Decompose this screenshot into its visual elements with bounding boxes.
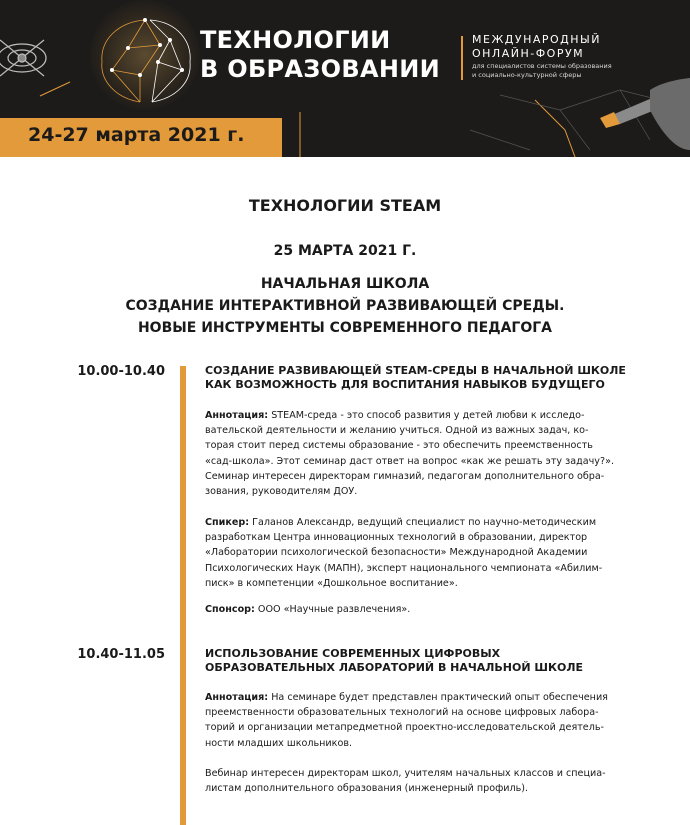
right-network (470, 90, 680, 150)
forum-title-line1: ТЕХНОЛОГИИ (200, 26, 391, 54)
annotation-line: вательской деятельности и желанию учиться. Одной из важных задач, ко- (205, 425, 589, 437)
session-annotation (205, 408, 675, 499)
program-date: 25 МАРТА 2021 Г. (273, 243, 417, 259)
annotation-line: торая стоит перед системы образование - это обеспечить преемственность (205, 440, 593, 452)
annotation-line: преемственности образовательных технологий на основе цифровых лабора- (205, 707, 599, 719)
forum-title-line2: В ОБРАЗОВАНИИ (200, 55, 440, 83)
title-divider (461, 36, 463, 80)
section-title-line1: НАЧАЛЬНАЯ ШКОЛА (260, 276, 430, 292)
sponsor-label: Спонсор: (205, 604, 255, 615)
timeline-bar (180, 366, 186, 825)
speaker-line: Галанов Александр, ведущий специалист по научно-методическим (249, 517, 597, 528)
brain-network-icon (102, 20, 160, 102)
section-title (0, 273, 690, 339)
annotation-line: торий и организации метапредметной проектно-исследовательской деятель- (205, 722, 604, 734)
session-time: 10.00-10.40 (77, 364, 165, 379)
program-title: ТЕХНОЛОГИИ STEAM (248, 196, 442, 215)
session-title-line1: СОЗДАНИЕ РАЗВИВАЮЩЕЙ STEAM-СРЕДЫ В НАЧАЛЬНОЙ ШКОЛЕ (205, 364, 626, 377)
session-time: 10.40-11.05 (77, 647, 165, 662)
date-bar (0, 118, 282, 157)
session-annotation (205, 690, 675, 751)
subtitle-line2: ОНЛАЙН-ФОРУМ (472, 47, 585, 60)
event-banner (0, 0, 690, 157)
annotation-line: STEAM-среда - это способ развития у детей любви к исследо- (268, 410, 585, 421)
forum-title (200, 26, 440, 84)
annotation-label: Аннотация: (205, 410, 269, 421)
session-audience (205, 766, 675, 796)
session-title-line2: КАК ВОЗМОЖНОСТЬ ДЛЯ ВОСПИТАНИЯ НАВЫКОВ БУДУЩЕГО (205, 378, 605, 391)
subtitle-small2: и социально-культурной сферы (472, 71, 582, 79)
sponsor-text: ООО «Научные развлечения». (254, 604, 411, 615)
audience-line: листам дополнительного образования (инженерный профиль). (205, 783, 529, 795)
annotation-line: На семинаре будет представлен практический опыт обеспечения (268, 692, 608, 703)
session-title (205, 647, 675, 675)
session-sponsor (205, 602, 675, 617)
speaker-line: разработкам Центра инновационных технологий в образовании, директор (205, 532, 588, 544)
section-title-line2: СОЗДАНИЕ ИНТЕРАКТИВНОЙ РАЗВИВАЮЩЕЙ СРЕДЫ. (125, 298, 565, 314)
gadget-illustration (0, 40, 46, 76)
annotation-line: Семинар интересен директорам гимназий, педагогам дополнительного обра- (205, 470, 605, 482)
forum-subtitle (472, 33, 612, 79)
subtitle-small1: для специалистов системы образования (472, 62, 612, 70)
subtitle-line1: МЕЖДУНАРОДНЫЙ (472, 33, 601, 46)
session-title-line1: ИСПОЛЬЗОВАНИЕ СОВРЕМЕННЫХ ЦИФРОВЫХ (205, 647, 501, 660)
section-title-line3: НОВЫЕ ИНСТРУМЕНТЫ СОВРЕМЕННОГО ПЕДАГОГА (137, 320, 553, 336)
audience-line: Вебинар интересен директорам школ, учителям начальных классов и специа- (205, 768, 606, 779)
annotation-line: «сад-школа». Этот семинар даст ответ на вопрос «как же решать эту задачу?». (205, 455, 614, 467)
session-title-line2: ОБРАЗОВАТЕЛЬНЫХ ЛАБОРАТОРИЙ В НАЧАЛЬНОЙ ШКОЛЕ (205, 661, 583, 674)
session-speaker (205, 515, 675, 591)
speaker-line: «Лаборатории психологической безопасности» Международной Академии (205, 547, 588, 559)
speaker-label: Спикер: (205, 517, 250, 528)
annotation-label: Аннотация: (205, 692, 269, 703)
annotation-line: зования, руководителям ДОУ. (205, 486, 358, 498)
speaker-line: писк» в компетенции «Дошкольное воспитание». (205, 577, 458, 589)
event-date: 24-27 марта 2021 г. (28, 124, 245, 146)
3d-pen-illustration (600, 78, 690, 150)
session-title (205, 364, 675, 392)
annotation-line: ности младших школьников. (205, 737, 353, 749)
speaker-line: Психологических Наук (МАПН), эксперт национального чемпионата «Абилим- (205, 562, 603, 574)
